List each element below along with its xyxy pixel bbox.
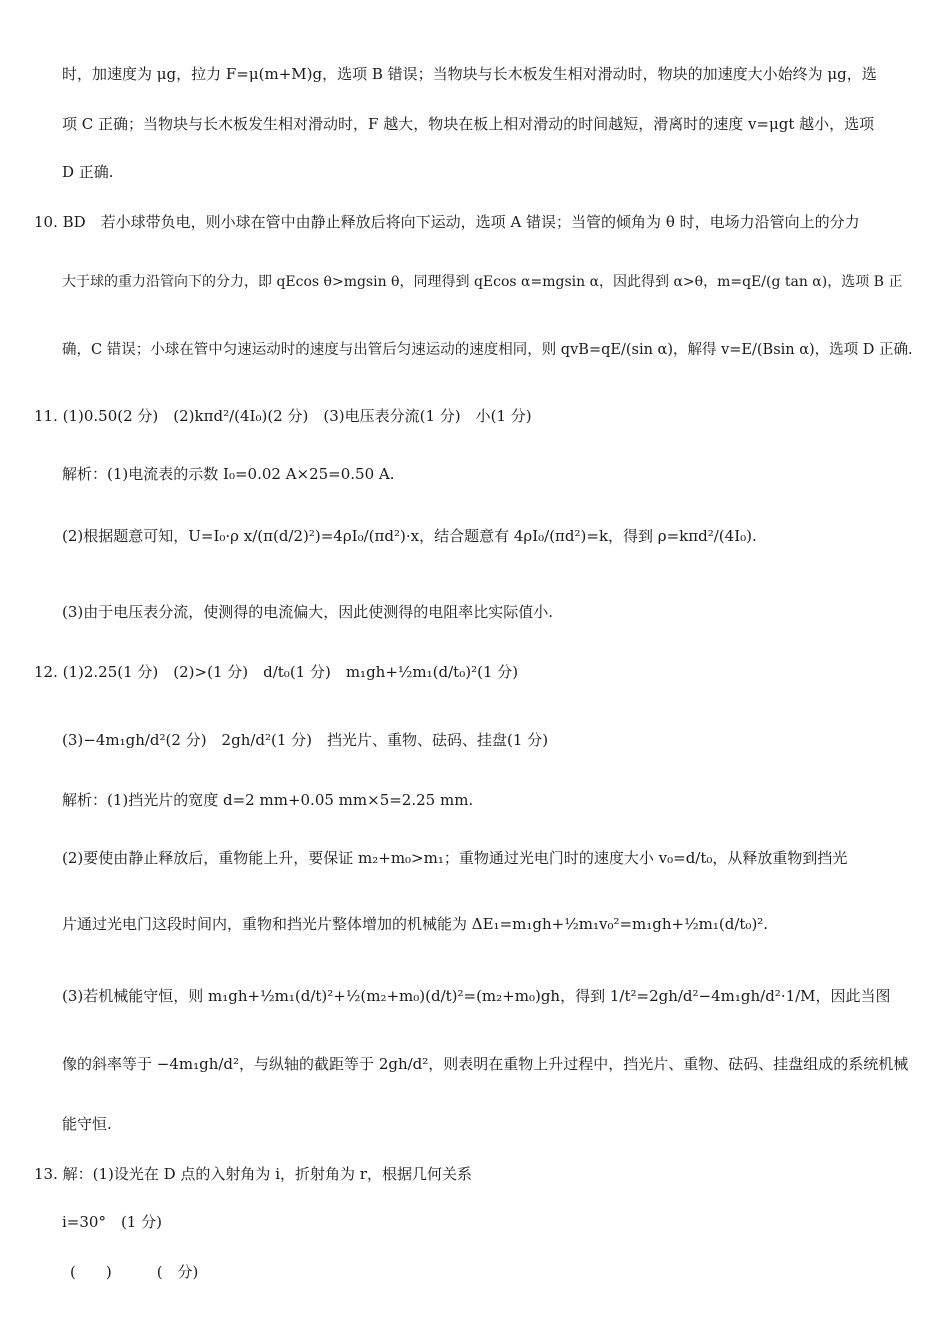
text-line: (3)由于电压表分流，使测得的电流偏大，因此使测得的电阻率比实际值小.	[62, 603, 554, 621]
text-line: 时，加速度为 μg，拉力 F=μ(m+M)g，选项 B 错误；当物块与长木板发生相对滑动时，物块的加速度大小始终为 μg，选	[62, 65, 877, 83]
text-line: (3)−4m₁gh/d²(2 分) 2gh/d²(1 分) 挡光片、重物、砝码、挂盘(1 分)	[62, 731, 549, 749]
text-line: 确，C 错误；小球在管中匀速运动时的速度与出管后匀速运动的速度相同，则 qvB=qE/(sin α)，解得 v=E/(Bsin α)，选项 D 正确.	[62, 342, 913, 358]
text-line: 解析：(1)电流表的示数 I₀=0.02 A×25=0.50 A.	[62, 465, 395, 483]
text-line: (2)根据题意可知，U=I₀·ρ x/(π(d/2)²)=4ρI₀/(πd²)·x，结合题意有 4ρI₀/(πd²)=k，得到 ρ=kπd²/(4I₀).	[62, 527, 757, 545]
text-line: 能守恒.	[62, 1115, 112, 1133]
question-11: 11. (1)0.50(2 分) (2)kπd²/(4I₀)(2 分) (3)电压表分流(1 分) 小(1 分)	[34, 407, 532, 425]
text-line: i=30° (1 分)	[62, 1213, 162, 1231]
question-12: 12. (1)2.25(1 分) (2)>(1 分) d/t₀(1 分) m₁gh+½m₁(d/t₀)²(1 分)	[34, 663, 519, 681]
text-line: (3)若机械能守恒，则 m₁gh+½m₁(d/t)²+½(m₂+m₀)(d/t)²=(m₂+m₀)gh，得到 1/t²=2gh/d²−4m₁gh/d²·1/M，因此当图	[62, 987, 891, 1005]
text-line: 像的斜率等于 −4m₁gh/d²，与纵轴的截距等于 2gh/d²，则表明在重物上升过程中，挡光片、重物、砝码、挂盘组成的系统机械	[62, 1055, 909, 1073]
text-line: ( ) ( 分)	[70, 1263, 199, 1281]
text-line: 片通过光电门这段时间内，重物和挡光片整体增加的机械能为 ΔE₁=m₁gh+½m₁v₀²=m₁gh+½m₁(d/t₀)².	[62, 915, 769, 933]
question-13: 13. 解：(1)设光在 D 点的入射角为 i，折射角为 r，根据几何关系	[34, 1165, 472, 1183]
text-line: D 正确.	[62, 163, 114, 181]
text-line: (2)要使由静止释放后，重物能上升，要保证 m₂+m₀>m₁；重物通过光电门时的速度大小 v₀=d/t₀，从释放重物到挡光	[62, 849, 848, 867]
question-10: 10. BD 若小球带负电，则小球在管中由静止释放后将向下运动，选项 A 错误；当管的倾角为 θ 时，电场力沿管向上的分力	[34, 213, 860, 231]
text-line: 解析：(1)挡光片的宽度 d=2 mm+0.05 mm×5=2.25 mm.	[62, 791, 474, 809]
text-line: 大于球的重力沿管向下的分力，即 qEcos θ>mgsin θ，同理得到 qEcos α=mgsin α，因此得到 α>θ，m=qE/(g tan α)，选项 B 正	[62, 274, 903, 290]
text-line: 项 C 正确；当物块与长木板发生相对滑动时，F 越大，物块在板上相对滑动的时间越短，滑离时的速度 v=μgt 越小，选项	[62, 115, 875, 133]
